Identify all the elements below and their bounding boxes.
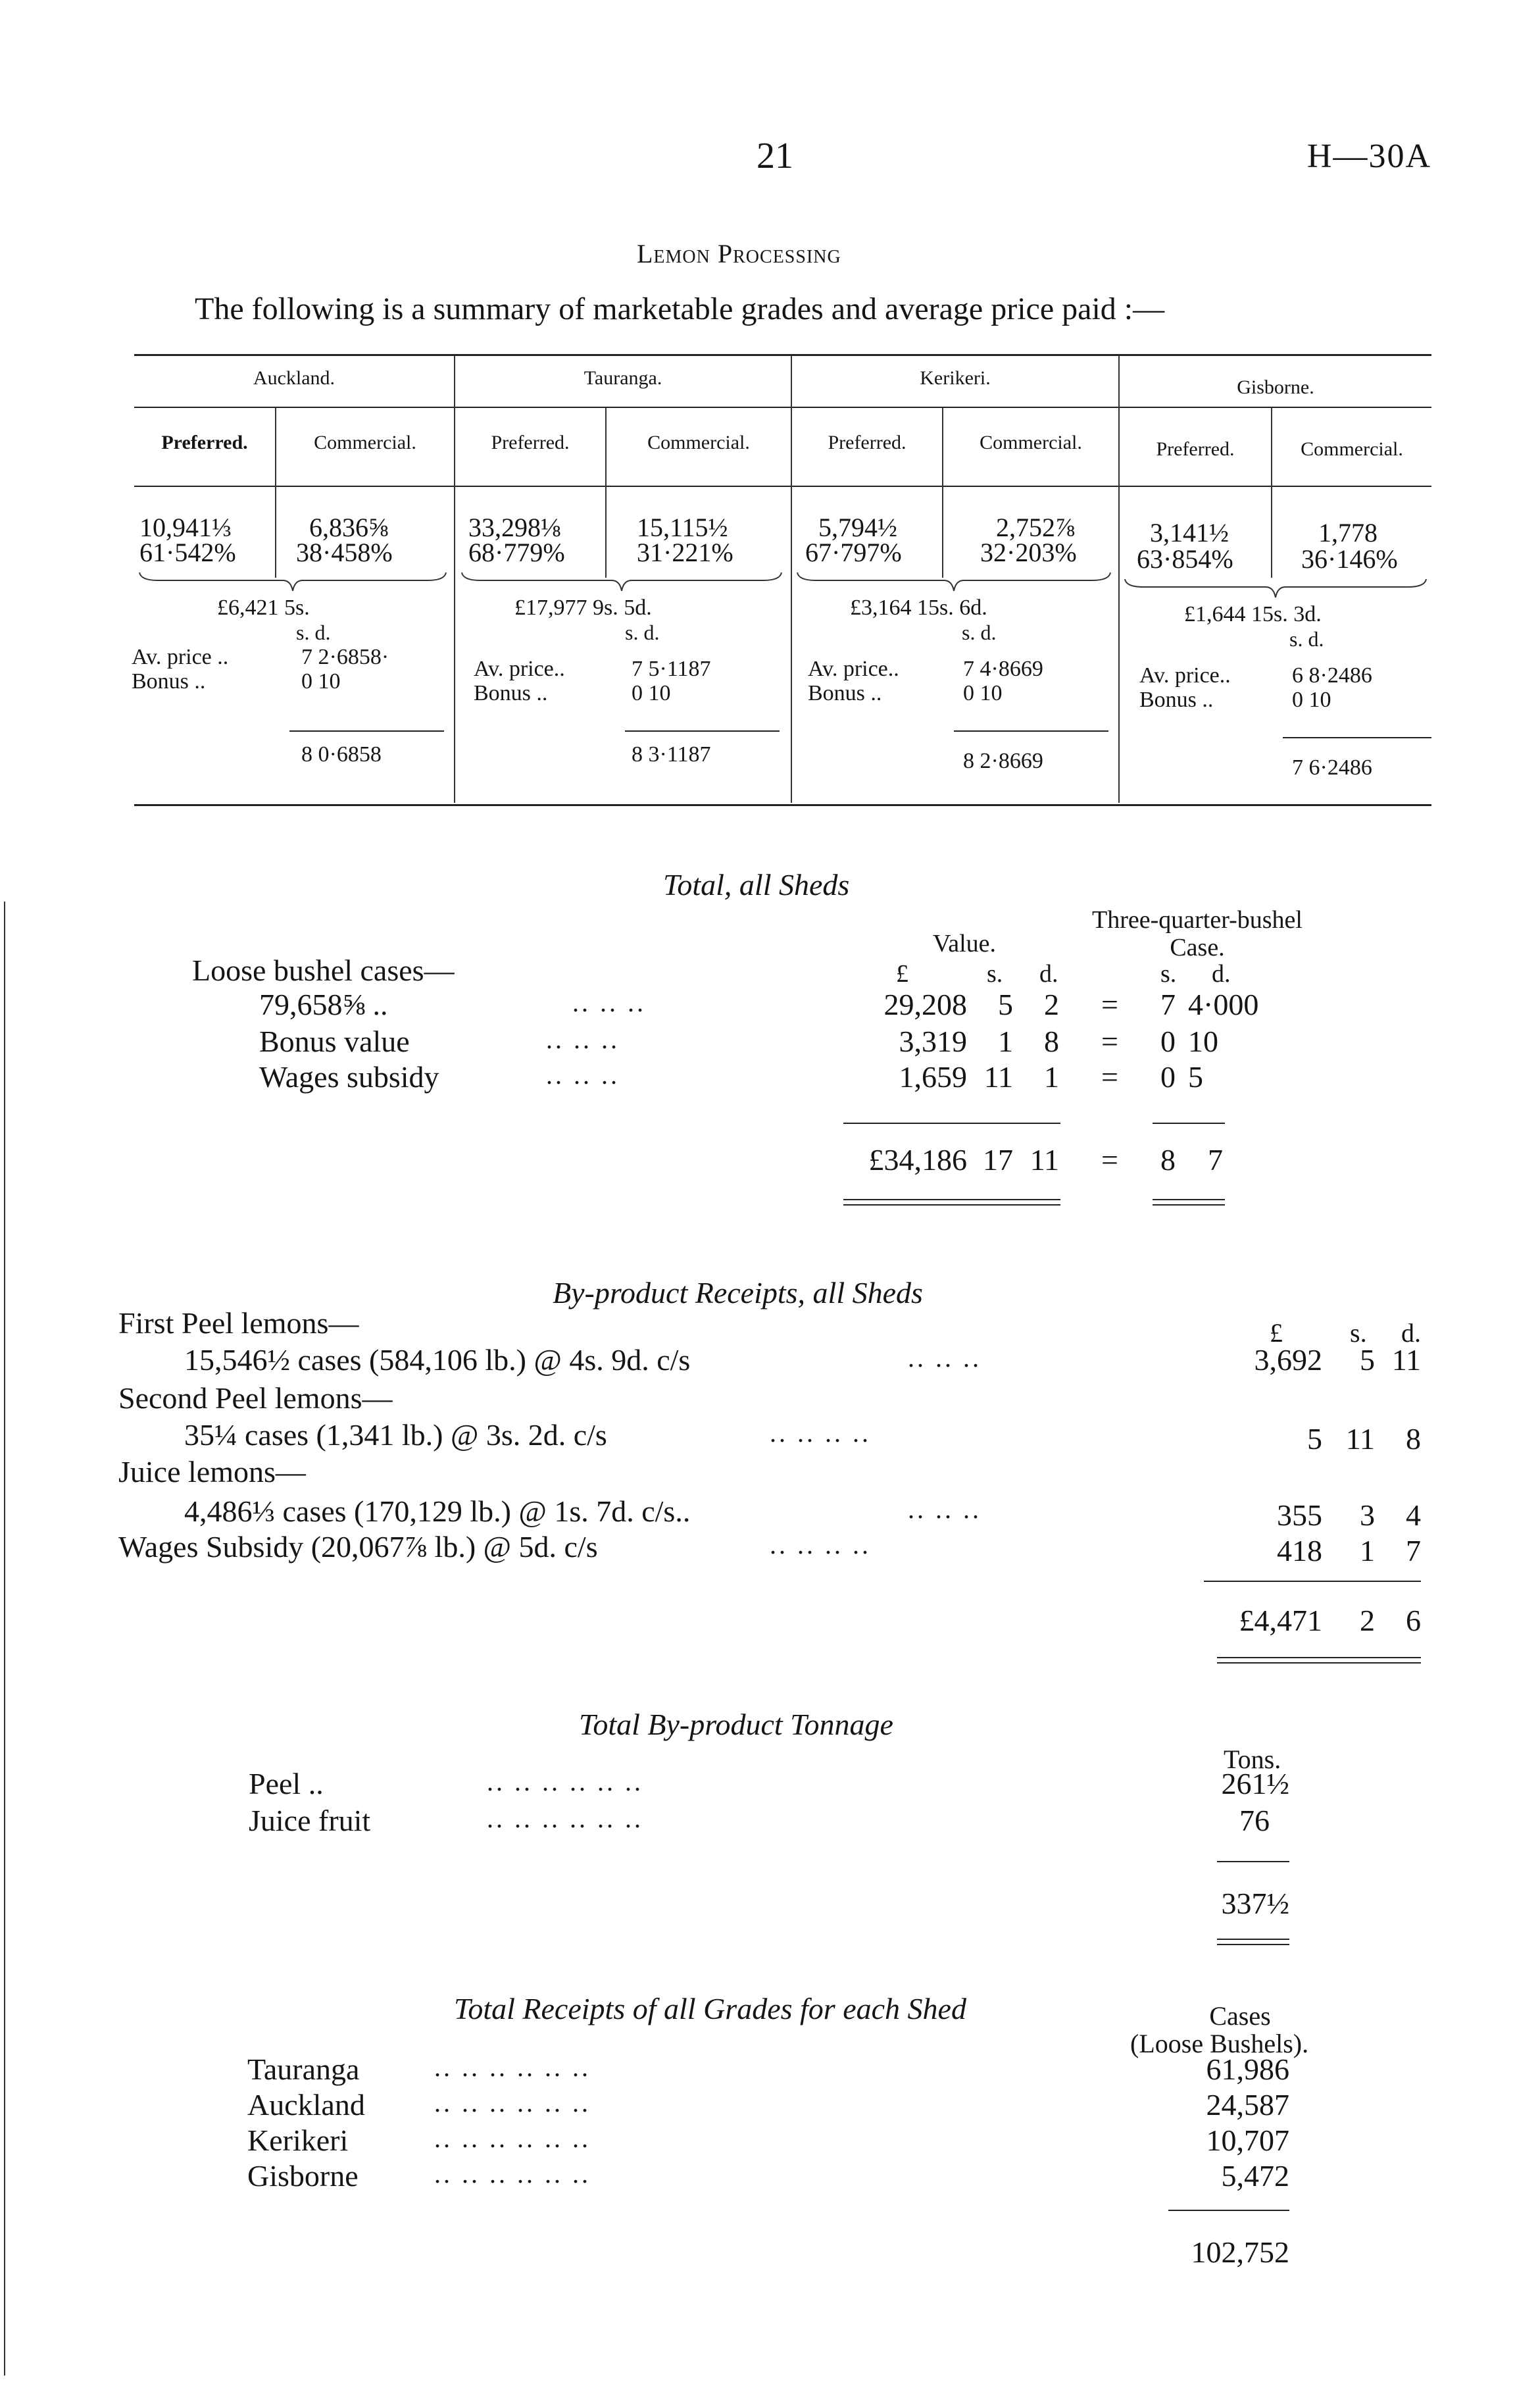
leader-dots: .. .. .. .. .. .. (434, 2088, 591, 2118)
grouping-brace (1124, 578, 1428, 600)
row-label: Gisborne (247, 2159, 359, 2193)
col-commercial: Commercial. (314, 432, 416, 453)
av-price-value: 7 4·8669 (963, 657, 1043, 681)
page-number: 21 (757, 136, 793, 176)
intro-text: The following is a summary of marketable grades and average price paid :— (195, 292, 1165, 326)
total-pounds: £4,471 (1239, 1604, 1322, 1637)
col-commercial: Commercial. (647, 432, 750, 453)
preferred-percent: 61·542% (139, 538, 236, 567)
preferred-percent: 67·797% (805, 538, 902, 567)
unit-pence: d. (1039, 960, 1058, 988)
section-heading: By-product Receipts, all Sheds (553, 1276, 923, 1309)
unit-pounds: £ (1270, 1318, 1283, 1348)
row-value: 24,587 (1206, 2088, 1289, 2122)
leader-dots: .. .. .. .. .. .. (487, 1804, 643, 1833)
value-shillings: 1 (1360, 1534, 1375, 1567)
value-pence: 8 (1406, 1422, 1421, 1456)
col-preferred: Preferred. (161, 432, 248, 453)
section-heading: Total, all Sheds (663, 868, 850, 902)
item-description: Wages Subsidy (20,067⅞ lb.) @ 5d. c/s (118, 1530, 598, 1564)
value-shillings: 3 (1360, 1498, 1375, 1532)
equals: = (1101, 988, 1118, 1021)
row-label: Peel .. (249, 1767, 324, 1800)
unit-shillings: s. (1350, 1318, 1367, 1348)
row-label: Wages subsidy (259, 1060, 439, 1094)
group-heading: First Peel lemons— (118, 1306, 359, 1340)
section-label: Loose bushel cases— (192, 953, 455, 987)
av-price-label: Av. price.. (474, 657, 565, 681)
grouping-brace (460, 571, 783, 594)
row-label: Kerikeri (247, 2123, 349, 2157)
leader-dots: .. .. .. (908, 1343, 981, 1373)
preferred-quantity: 3,141½ (1150, 518, 1229, 547)
shed-name: Gisborne. (1237, 376, 1314, 398)
case-shillings: 7 (1160, 988, 1176, 1021)
case-unit-pence: d. (1212, 960, 1231, 988)
case-pence: 4·000 (1188, 988, 1259, 1021)
final-value: 8 2·8669 (963, 749, 1043, 773)
row-label: Auckland (247, 2088, 365, 2122)
case-shillings: 0 (1160, 1025, 1176, 1058)
sd-header: s. d. (296, 621, 331, 644)
total-pence: 6 (1406, 1604, 1421, 1637)
bonus-label: Bonus .. (808, 681, 882, 705)
commercial-percent: 31·221% (637, 538, 733, 567)
preferred-quantity: 10,941⅓ (139, 513, 232, 542)
total-shillings: 17 (983, 1143, 1013, 1177)
preferred-percent: 63·854% (1137, 544, 1233, 574)
group-heading: Juice lemons— (118, 1455, 306, 1488)
bonus-label: Bonus .. (132, 669, 206, 694)
total-value: 337½ (1221, 1887, 1289, 1920)
preferred-percent: 68·779% (468, 538, 565, 567)
section-heading: Total By-product Tonnage (579, 1708, 893, 1741)
unit-line1: Cases (1209, 2001, 1271, 2031)
unit-pence: d. (1401, 1318, 1421, 1348)
total-value: 102,752 (1191, 2235, 1289, 2269)
leader-dots: .. .. .. (908, 1494, 981, 1524)
item-description: 35¼ cases (1,341 lb.) @ 3s. 2d. c/s (184, 1418, 607, 1452)
group-heading: Second Peel lemons— (118, 1381, 393, 1415)
item-description: 15,546½ cases (584,106 lb.) @ 4s. 9d. c/s (184, 1343, 691, 1377)
row-label: Bonus value (259, 1025, 410, 1058)
case-pence: 10 (1188, 1025, 1218, 1058)
case-shillings: 0 (1160, 1060, 1176, 1094)
row-label: 79,658⅝ .. (259, 988, 388, 1021)
leader-dots: .. .. .. .. (770, 1530, 871, 1560)
col-preferred: Preferred. (491, 432, 570, 453)
row-value: 261½ (1221, 1767, 1289, 1800)
preferred-quantity: 5,794½ (818, 513, 897, 542)
av-price-value: 6 8·2486 (1292, 663, 1372, 688)
row-label: Tauranga (247, 2052, 360, 2086)
final-value: 8 0·6858 (301, 742, 382, 767)
total-value: £6,421 5s. (217, 596, 310, 620)
col-value: Value. (933, 930, 997, 957)
row-label: Juice fruit (249, 1804, 371, 1837)
row-value: 10,707 (1206, 2123, 1289, 2157)
value-pounds: 5 (1307, 1422, 1322, 1456)
grouping-brace (796, 571, 1112, 594)
value-shillings: 11 (1345, 1422, 1375, 1456)
unit-pounds: £ (896, 960, 908, 988)
total-pounds: £34,186 (868, 1143, 967, 1177)
leader-dots: .. .. .. .. .. .. (434, 2159, 591, 2189)
case-unit-shillings: s. (1160, 960, 1177, 988)
bonus-value: 0 10 (632, 681, 671, 705)
item-description: 4,486⅓ cases (170,129 lb.) @ 1s. 7d. c/s.. (184, 1494, 691, 1528)
leader-dots: .. .. .. .. .. .. (434, 2123, 591, 2153)
bonus-value: 0 10 (301, 669, 341, 694)
commercial-quantity: 15,115½ (637, 513, 728, 542)
value-pence: 7 (1406, 1534, 1421, 1567)
case-pence: 5 (1188, 1060, 1203, 1094)
value-pounds: 355 (1277, 1498, 1322, 1532)
total-value: £17,977 9s. 5d. (514, 596, 652, 620)
col-commercial: Commercial. (1301, 438, 1403, 460)
final-value: 8 3·1187 (632, 742, 711, 767)
leader-dots: .. .. .. .. .. .. (434, 2052, 591, 2082)
shed-name: Auckland. (253, 367, 335, 389)
final-value: 7 6·2486 (1292, 755, 1372, 780)
value-pence: 4 (1406, 1498, 1421, 1532)
shed-name: Tauranga. (584, 367, 662, 389)
bonus-value: 0 10 (963, 681, 1003, 705)
value-pounds: 1,659 (899, 1060, 967, 1094)
sd-header: s. d. (1289, 627, 1324, 651)
bonus-label: Bonus .. (474, 681, 548, 705)
value-pounds: 3,319 (899, 1025, 967, 1058)
col-case-line1: Three-quarter-bushel (1092, 906, 1303, 934)
equals: = (1101, 1143, 1118, 1177)
value-pence: 1 (1044, 1060, 1059, 1094)
page-title: Lemon Processing (637, 239, 841, 268)
document-code: H—30A (1306, 138, 1431, 175)
commercial-quantity: 2,752⅞ (996, 513, 1075, 542)
row-value: 5,472 (1221, 2159, 1289, 2193)
value-pounds: 29,208 (883, 988, 967, 1021)
preferred-quantity: 33,298⅛ (468, 513, 560, 542)
av-price-label: Av. price.. (808, 657, 899, 681)
commercial-percent: 32·203% (980, 538, 1077, 567)
value-pounds: 3,692 (1254, 1343, 1322, 1377)
total-shillings: 2 (1360, 1604, 1375, 1637)
total-pence: 11 (1030, 1143, 1059, 1177)
total-case-pence: 7 (1208, 1143, 1223, 1177)
section-heading: Total Receipts of all Grades for each Shed (454, 1992, 966, 2025)
col-commercial: Commercial. (980, 432, 1082, 453)
equals: = (1101, 1025, 1118, 1058)
unit-shillings: s. (987, 960, 1003, 988)
sd-header: s. d. (625, 621, 660, 644)
total-value: £3,164 15s. 6d. (850, 596, 987, 620)
grouping-brace (138, 571, 447, 594)
shed-name: Kerikeri. (920, 367, 991, 389)
equals: = (1101, 1060, 1118, 1094)
leader-dots: .. .. .. (546, 1060, 620, 1090)
value-shillings: 5 (1360, 1343, 1375, 1377)
value-pence: 8 (1044, 1025, 1059, 1058)
av-price-value: 7 5·1187 (632, 657, 711, 681)
sd-header: s. d. (962, 621, 997, 644)
unit-line2: (Loose Bushels). (1130, 2029, 1309, 2058)
commercial-quantity: 1,778 (1318, 518, 1378, 547)
value-pence: 11 (1391, 1343, 1421, 1377)
total-case-shillings: 8 (1160, 1143, 1176, 1177)
commercial-percent: 36·146% (1301, 544, 1398, 574)
av-price-label: Av. price .. (132, 645, 229, 669)
value-shillings: 5 (998, 988, 1013, 1021)
row-value: 76 (1239, 1804, 1270, 1837)
leader-dots: .. .. .. .. .. .. (487, 1767, 643, 1796)
leader-dots: .. .. .. (546, 1025, 620, 1054)
bonus-value: 0 10 (1292, 688, 1331, 712)
leader-dots: .. .. .. .. (770, 1418, 871, 1448)
total-value: £1,644 15s. 3d. (1184, 602, 1322, 626)
commercial-quantity: 6,836⅝ (309, 513, 388, 542)
value-pounds: 418 (1277, 1534, 1322, 1567)
commercial-percent: 38·458% (296, 538, 393, 567)
value-pence: 2 (1044, 988, 1059, 1021)
col-case-line2: Case. (1170, 934, 1225, 961)
av-price-label: Av. price.. (1139, 663, 1231, 688)
row-value: 61,986 (1206, 2052, 1289, 2086)
value-shillings: 11 (983, 1060, 1013, 1094)
col-preferred: Preferred. (828, 432, 907, 453)
value-shillings: 1 (998, 1025, 1013, 1058)
bonus-label: Bonus .. (1139, 688, 1214, 712)
col-preferred: Preferred. (1156, 438, 1235, 460)
unit-tons: Tons. (1224, 1744, 1281, 1774)
leader-dots: .. .. .. (572, 988, 646, 1017)
av-price-value: 7 2·6858· (301, 645, 389, 669)
